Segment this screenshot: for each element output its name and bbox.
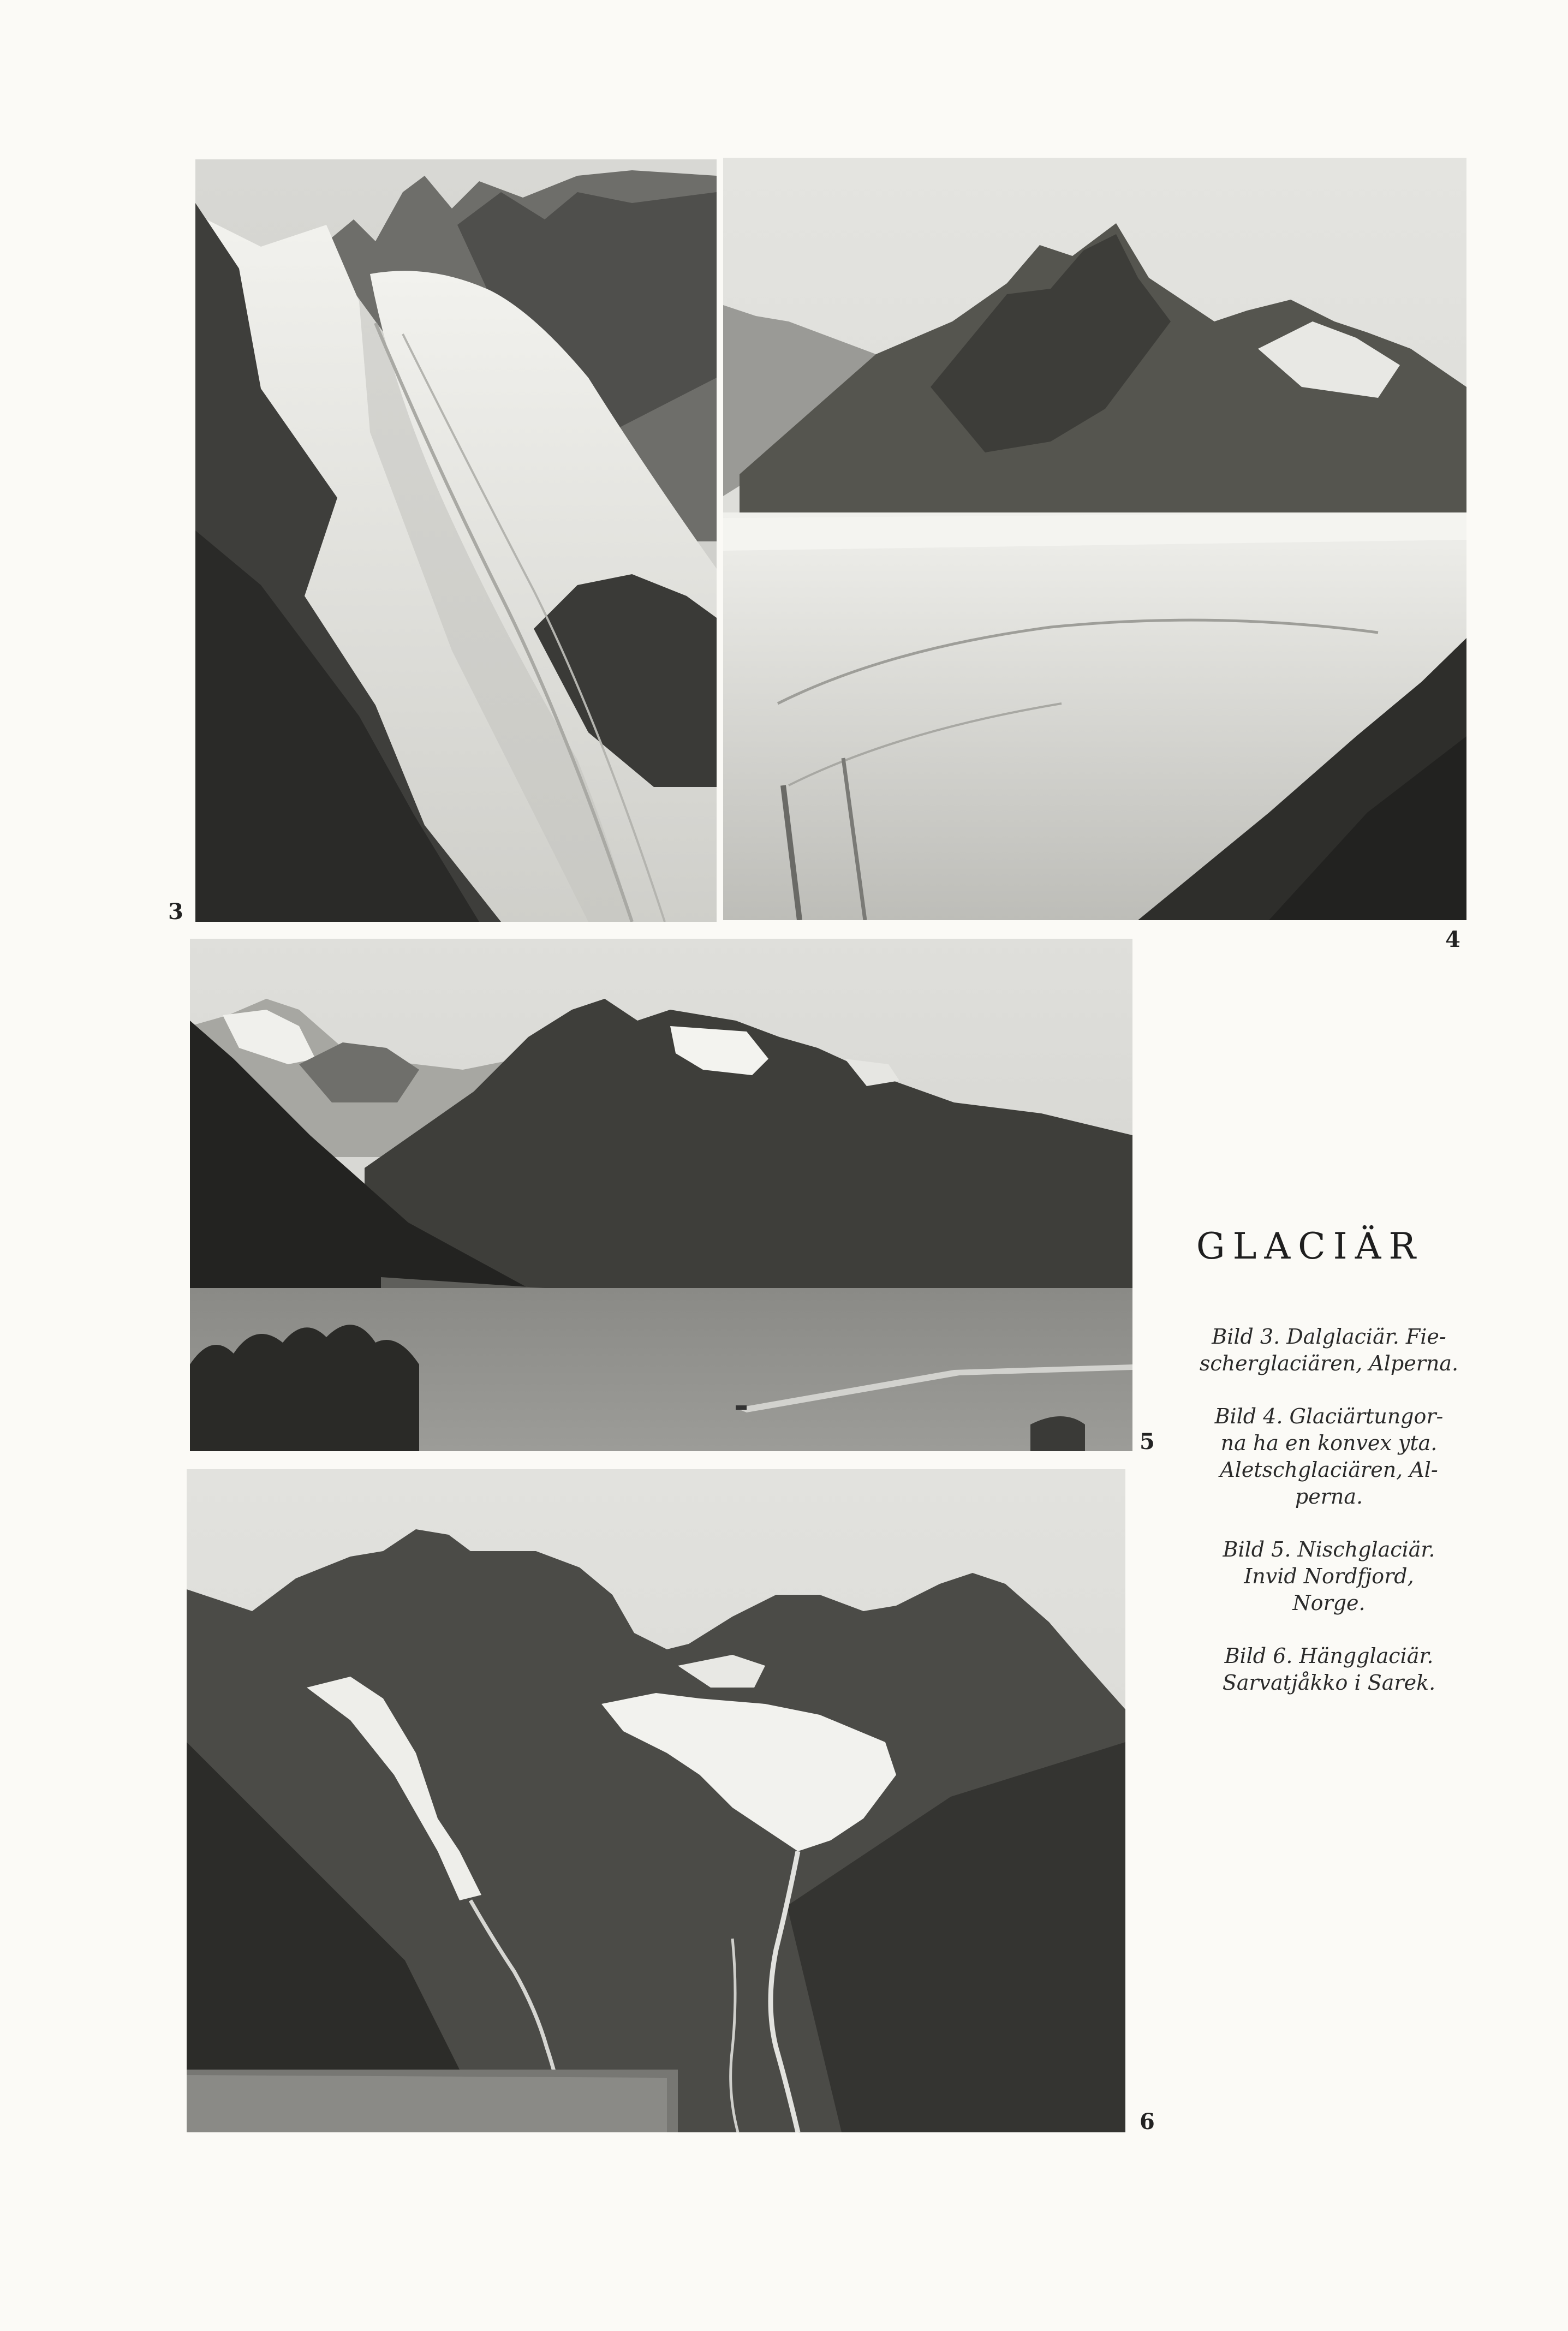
caption-line: Bild 3. Dalglaciär. Fie- (1212, 1325, 1446, 1349)
photo-number-4: 4 (1445, 927, 1460, 952)
caption-bild-3 (1187, 1324, 1471, 1377)
photo-number-6: 6 (1140, 2109, 1155, 2135)
photo-glacier-tongue (723, 158, 1466, 920)
caption-list (1187, 1324, 1471, 1722)
caption-line: Sarvatjåkko i Sarek. (1222, 1671, 1436, 1695)
caption-line: na ha en konvex yta. (1220, 1431, 1438, 1455)
caption-line: scherglaciären, Alperna. (1199, 1351, 1459, 1375)
photo-hanging-glacier (187, 1469, 1125, 2132)
caption-line: Aletschglaciären, Al- (1220, 1458, 1438, 1482)
caption-line: Invid Nordfjord, (1244, 1564, 1414, 1588)
photo-valley-glacier (195, 159, 717, 922)
caption-line: Bild 6. Hängglaciär. (1224, 1644, 1434, 1668)
photo-number-5: 5 (1140, 1429, 1155, 1454)
caption-line: Bild 5. Nischglaciär. (1223, 1537, 1435, 1561)
caption-line: perna. (1295, 1485, 1363, 1509)
photo-niche-glacier-fjord (190, 939, 1132, 1451)
caption-line: Norge. (1292, 1591, 1366, 1615)
caption-bild-4 (1187, 1403, 1471, 1510)
section-title: GLACIÄR (1196, 1225, 1424, 1267)
caption-line: Bild 4. Glaciärtungor- (1214, 1404, 1444, 1428)
photo-number-3: 3 (168, 899, 183, 925)
caption-bild-6 (1187, 1643, 1471, 1696)
caption-bild-5 (1187, 1536, 1471, 1617)
